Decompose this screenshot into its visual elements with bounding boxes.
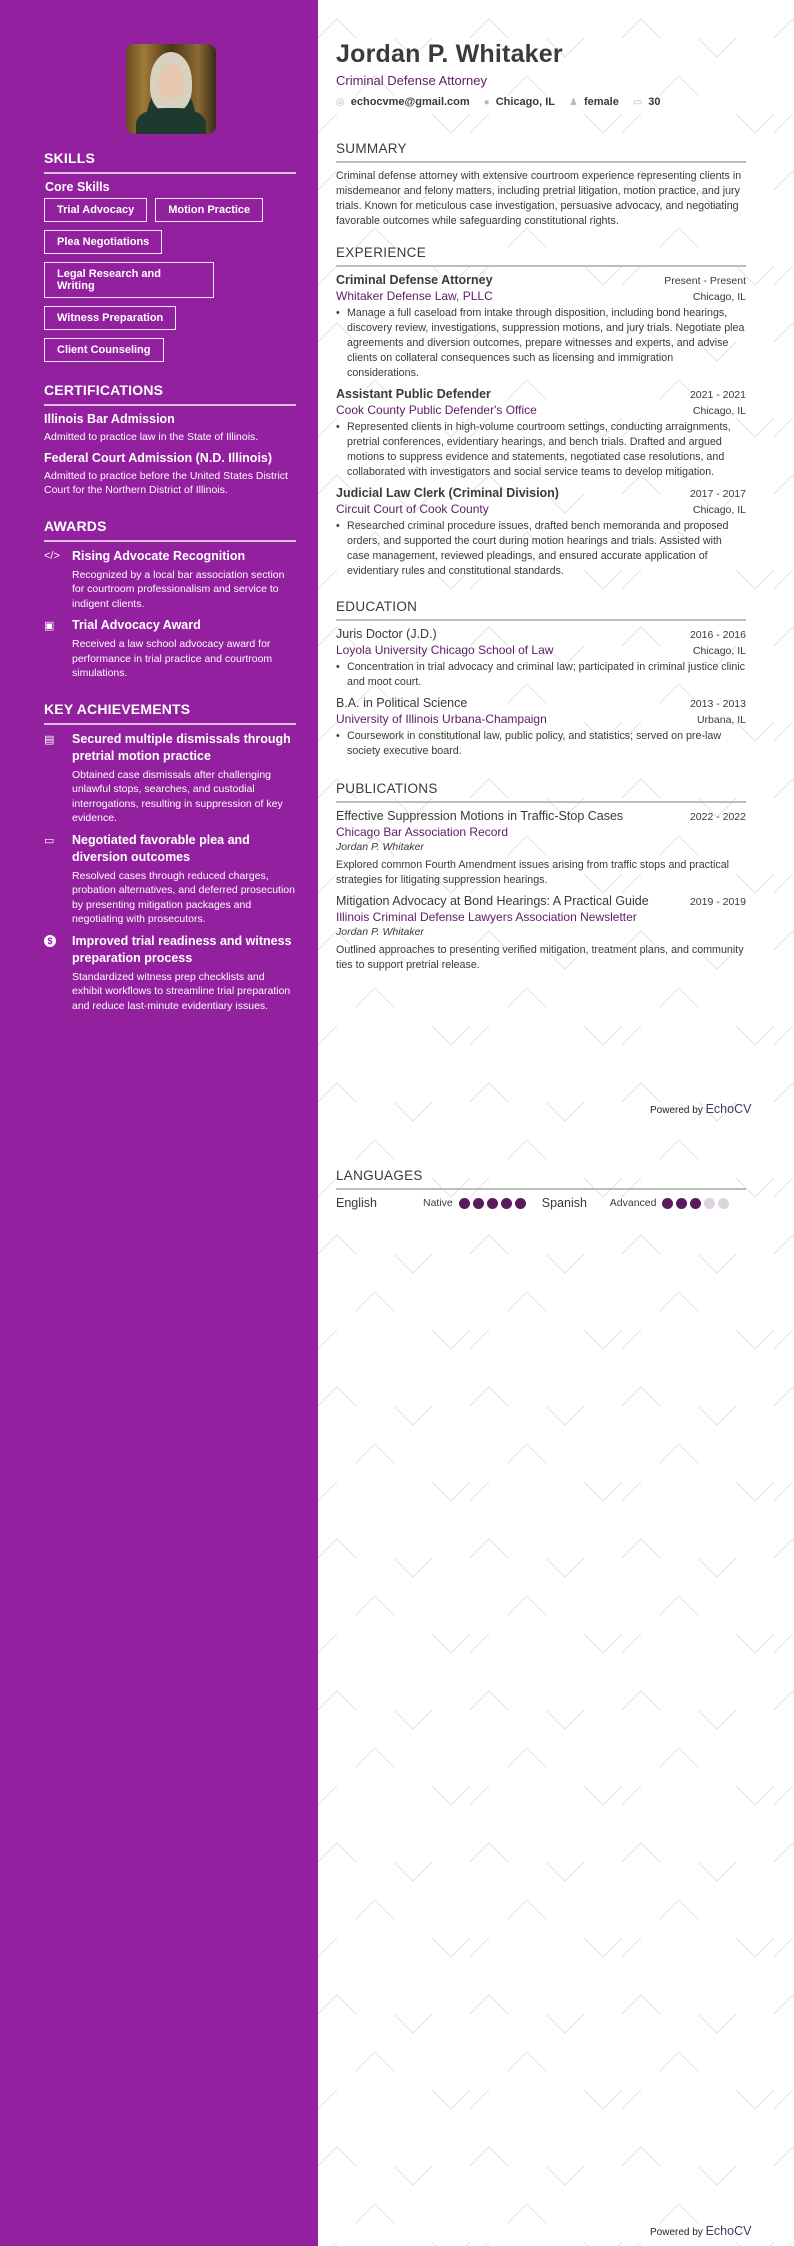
experience-section [336, 245, 746, 579]
publication-desc: Explored common Fourth Amendment issues arising from traffic stops and practical strategies for litigating suppression hearings. [336, 859, 730, 886]
candidate-name: Jordan P. Whitaker [336, 40, 563, 68]
section-heading: LANGUAGES [336, 1168, 746, 1190]
achievement-desc: Obtained case dismissals after challenging unlawful stops, searches, and custodial interrogations, resulting in suppression of key evidence. [72, 768, 283, 824]
sidebar-content [44, 150, 296, 1013]
skill-chips [44, 198, 274, 362]
publication-date: 2019 - 2019 [689, 896, 746, 908]
job-org: Cook County Public Defender's Office [336, 403, 537, 417]
job-location: Chicago, IL [692, 291, 746, 303]
resume-header [336, 40, 746, 108]
experience-item [336, 486, 746, 579]
experience-item [336, 273, 746, 381]
job-date: Present - Present [664, 275, 746, 287]
at-icon: ◎ [336, 96, 345, 108]
publication-title: Effective Suppression Motions in Traffic-Stop Cases [336, 809, 624, 823]
main-content [336, 40, 746, 973]
certification-name: Federal Court Admission (N.D. Illinois) [44, 450, 273, 465]
certification-desc: Admitted to practice law in the State of Illinois. [44, 431, 259, 443]
summary-text: Criminal defense attorney with extensive courtroom experience representing clients in misdemeanor and felony matters, including pretrial litigation, motion practice, and jury trials. Known for meticulous case investigation, persuasive advocacy, and negotiating favorable outcomes while safeguarding constitutional rights. [336, 170, 742, 227]
certification-item [44, 451, 296, 498]
languages-row [336, 1196, 746, 1210]
job-date: 2017 - 2017 [689, 488, 746, 500]
language-level: Advanced [609, 1197, 657, 1209]
brand-link[interactable]: EchoCV [705, 1102, 752, 1116]
publication-item [336, 894, 746, 973]
education-bullet: • Coursework in constitutional law, public policy, and statistics; served on pre-law society executive board. [336, 730, 722, 757]
section-heading: CERTIFICATIONS [44, 382, 296, 406]
job-bullet: • Manage a full caseload from intake through disposition, including bond hearings, discovery review, investigations, suppression motions, and jury trials. Negotiate plea agreements and diversion outcomes, prepare witnesses and experts, and advise clients on collateral consequences such as licensing and immigration considerations. [336, 307, 745, 379]
dollar-circle-icon: $ [44, 933, 72, 1014]
certification-desc: Admitted to practice before the United States District Court for the Northern District of Illinois. [44, 469, 288, 496]
certification-name: Illinois Bar Admission [44, 412, 175, 426]
section-heading: EDUCATION [336, 599, 746, 621]
powered-by-footer: Powered by EchoCV [650, 2224, 752, 2238]
education-bullet: • Concentration in trial advocacy and criminal law; participated in criminal justice clinic and moot court. [336, 661, 745, 688]
pill-icon: ▭ [44, 834, 55, 847]
certification-item [44, 412, 296, 445]
location-pin-icon: ● [483, 96, 490, 108]
job-bullet: • Represented clients in high-volume courtroom settings, conducting arraignments, pretrial conferences, evidentiary hearings, and bench trials. Drafted and argued motions to suppress evidence and statements, negotiated case resolutions, and collaborated with investigators and social service teams to develop mitigation. [336, 421, 731, 478]
publication-author: Jordan P. Whitaker [336, 841, 424, 853]
section-heading: SKILLS [44, 150, 296, 174]
achievement-item [44, 731, 296, 826]
award-item [44, 548, 296, 612]
code-icon: </> [44, 549, 60, 562]
candidate-title: Criminal Defense Attorney [336, 73, 488, 88]
skill-chip: Witness Preparation [44, 306, 176, 330]
education-date: 2013 - 2013 [689, 698, 746, 710]
job-title: Judicial Law Clerk (Criminal Division) [336, 486, 559, 500]
language-rating [459, 1198, 526, 1209]
award-title: Rising Advocate Recognition [72, 548, 246, 563]
education-item [336, 696, 746, 759]
achievement-title: Secured multiple dismissals through pretrial motion practice [72, 731, 291, 763]
language-level: Native [423, 1197, 453, 1209]
job-location: Chicago, IL [692, 504, 746, 516]
award-title: Trial Advocacy Award [72, 618, 201, 632]
section-heading: PUBLICATIONS [336, 781, 746, 803]
powered-by-footer: Powered by EchoCV [650, 1102, 752, 1116]
contact-email[interactable]: echocvme@gmail.com [350, 96, 470, 108]
achievement-desc: Standardized witness prep checklists and exhibit workflows to streamline trial preparation and reduce last-minute evidentiary issues. [72, 970, 291, 1012]
publication-title: Mitigation Advocacy at Bond Hearings: A Practical Guide [336, 894, 649, 908]
contact-location: Chicago, IL [495, 96, 555, 108]
language-name: English [336, 1196, 377, 1210]
contact-gender: female [583, 96, 619, 108]
publication-desc: Outlined approaches to presenting verified mitigation, treatment plans, and community ties to support pretrial release. [336, 944, 744, 971]
skills-section [44, 150, 296, 362]
skill-chip: Plea Negotiations [44, 230, 162, 254]
brand-link[interactable]: EchoCV [705, 2224, 752, 2238]
degree-title: B.A. in Political Science [336, 696, 468, 710]
contact-row [336, 96, 746, 108]
publications-section [336, 781, 746, 973]
awards-section [44, 518, 296, 681]
skills-group-label: Core Skills [45, 180, 110, 194]
calendar-chart-icon: ▤ [44, 733, 55, 746]
language-rating [662, 1198, 729, 1209]
language-name: Spanish [541, 1196, 587, 1210]
achievements-section [44, 701, 296, 1014]
achievement-item [44, 832, 296, 927]
job-title: Assistant Public Defender [336, 387, 491, 401]
job-bullet: • Researched criminal procedure issues, drafted bench memoranda and proposed orders, and supported the court during motion hearings and trials. Assisted with case management, reviewed pleadings, and ensured accurate application of evidentiary rules and constitutional standards. [336, 520, 729, 577]
achievement-title: Improved trial readiness and witness preparation process [72, 933, 292, 965]
calendar-icon: ▭ [632, 96, 643, 108]
publication-publisher: Chicago Bar Association Record [336, 825, 509, 839]
clipboard-check-icon: ▣ [44, 620, 55, 632]
sidebar [0, 0, 318, 2246]
school-location: Chicago, IL [692, 645, 746, 657]
degree-title: Juris Doctor (J.D.) [336, 627, 437, 641]
school-location: Urbana, IL [696, 714, 746, 726]
achievement-item [44, 933, 296, 1014]
skill-chip: Motion Practice [155, 198, 263, 222]
education-date: 2016 - 2016 [689, 629, 746, 641]
publication-date: 2022 - 2022 [689, 811, 746, 823]
school-name: Loyola University Chicago School of Law [336, 643, 554, 657]
skill-chip: Client Counseling [44, 338, 164, 362]
person-icon: ♟ [569, 96, 578, 108]
publication-publisher: Illinois Criminal Defense Lawyers Association Newsletter [336, 910, 637, 924]
section-heading: AWARDS [44, 518, 296, 542]
job-org: Circuit Court of Cook County [336, 502, 489, 516]
award-item [44, 617, 296, 681]
section-heading: EXPERIENCE [336, 245, 746, 267]
job-org: Whitaker Defense Law, PLLC [336, 289, 493, 303]
job-date: 2021 - 2021 [689, 389, 746, 401]
education-item [336, 627, 746, 690]
publication-item [336, 809, 746, 888]
job-location: Chicago, IL [692, 405, 746, 417]
languages-section [336, 1168, 746, 1210]
award-desc: Recognized by a local bar association section for courtroom professionalism and service to indigent clients. [72, 568, 285, 610]
experience-item [336, 387, 746, 480]
certifications-section [44, 382, 296, 498]
skill-chip: Trial Advocacy [44, 198, 147, 222]
school-name: University of Illinois Urbana-Champaign [336, 712, 547, 726]
education-section [336, 599, 746, 759]
skill-chip: Legal Research and Writing [44, 262, 214, 298]
job-title: Criminal Defense Attorney [336, 273, 493, 287]
award-desc: Received a law school advocacy award for performance in trial practice and courtroom simulations. [72, 638, 273, 679]
summary-section [336, 141, 746, 229]
publication-author: Jordan P. Whitaker [336, 926, 424, 938]
section-heading: KEY ACHIEVEMENTS [44, 701, 296, 725]
avatar [126, 44, 216, 134]
section-heading: SUMMARY [336, 141, 746, 163]
achievement-desc: Resolved cases through reduced charges, probation alternatives, and deferred prosecution by presenting mitigation packages and negotiating with prosecutors. [72, 869, 295, 925]
contact-age: 30 [648, 96, 661, 108]
achievement-title: Negotiated favorable plea and diversion outcomes [72, 832, 250, 864]
